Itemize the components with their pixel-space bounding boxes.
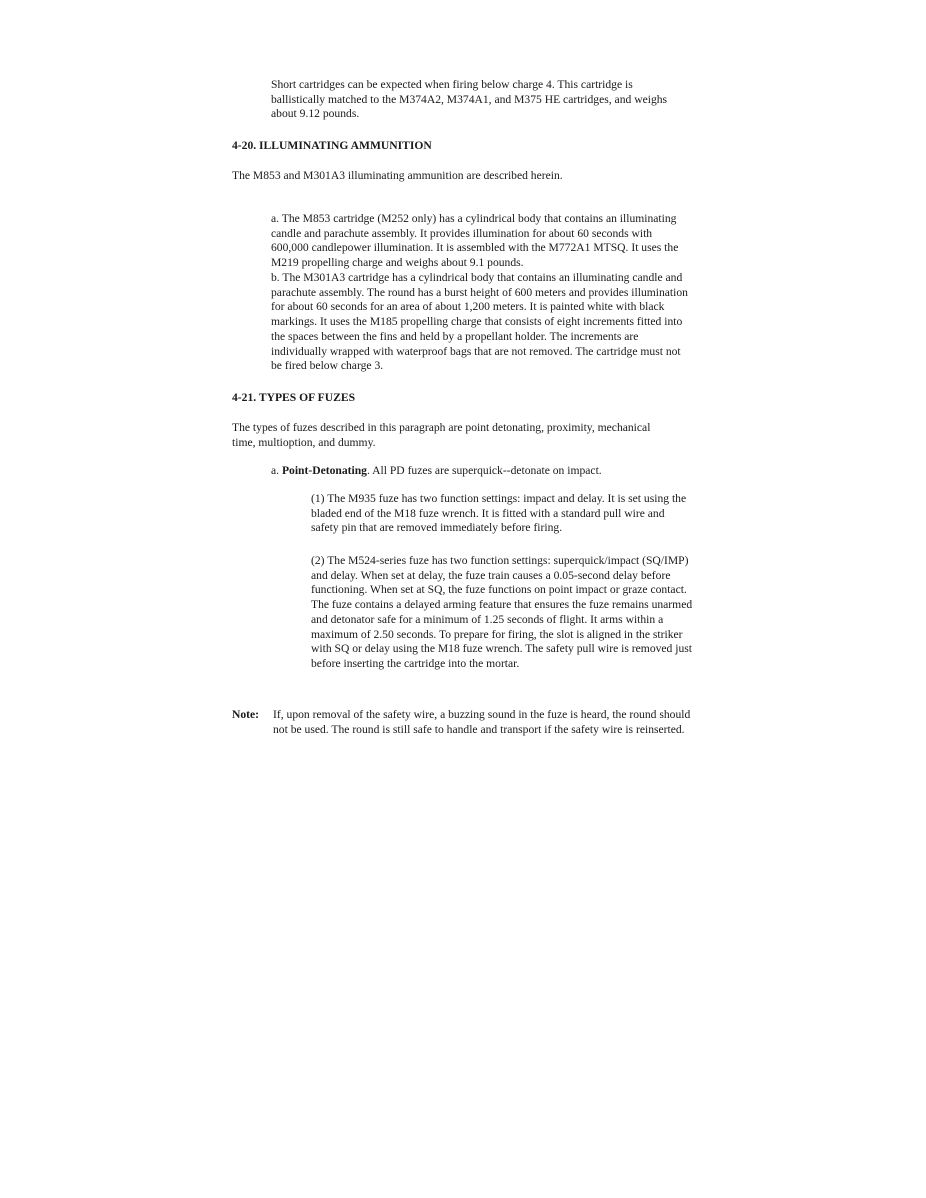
section-4-21-heading: 4-21. TYPES OF FUZES <box>232 391 356 404</box>
note-label: Note: <box>232 708 260 721</box>
section-4-21-para-a <box>271 464 691 479</box>
para-a-text: . All PD fuzes are superquick--detonate on impact. <box>366 464 602 477</box>
section-4-21-item-2: (2) The M524-series fuze has two function settings: superquick/impact (SQ/IMP) and delay. When set at delay, the fuze train causes a 0.05-second delay before functioning. When set at SQ, the fuze functions on point impact or graze contact. The fuze contains a delayed arming feature that ensures the fuze remains unarmed and detonator safe for a minimum of 1.25 seconds of flight. It arms within a maximum of 2.50 seconds. To prepare for firing, the slot is aligned in the striker with SQ or delay using the M18 fuze wrench. The safety pull wire is removed just before inserting the cartridge into the mortar. <box>311 554 693 670</box>
section-4-20-para-a: a. The M853 cartridge (M252 only) has a cylindrical body that contains an illuminating candle and parachute assembly. It provides illumination for about 60 seconds with 600,000 candlepower illumination. It is assembled with the M772A1 MTSQ. It uses the M219 propelling charge and weighs about 9.1 pounds. <box>271 212 679 270</box>
section-4-21-item-1: (1) The M935 fuze has two function settings: impact and delay. It is set using the bladed end of the M18 fuze wrench. It is fitted with a standard pull wire and safety pin that are removed immediately before firing. <box>311 492 687 535</box>
section-4-21-intro: The types of fuzes described in this paragraph are point detonating, proximity, mechanical time, multioption, and dummy. <box>232 421 651 449</box>
note-text: If, upon removal of the safety wire, a buzzing sound in the fuze is heard, the round should not be used. The round is still safe to handle and transport if the safety wire is reinserted. <box>273 708 691 736</box>
section-4-20-heading: 4-20. ILLUMINATING AMMUNITION <box>232 139 432 152</box>
safety-note <box>232 708 692 737</box>
para-a-lead-term: Point-Detonating <box>281 464 367 477</box>
section-4-20-intro: The M853 and M301A3 illuminating ammunition are described herein. <box>232 169 563 182</box>
para-a-prefix: a. <box>271 464 282 477</box>
intro-paragraph: Short cartridges can be expected when firing below charge 4. This cartridge is ballistically matched to the M374A2, M374A1, and M375 HE cartridges, and weighs about 9.12 pounds. <box>271 78 668 121</box>
section-4-20-para-b: b. The M301A3 cartridge has a cylindrical body that contains an illuminating candle and parachute assembly. The round has a burst height of 600 meters and provides illumination for about 60 seconds for an area of about 1,200 meters. It is painted white with black markings. It uses the M185 propelling charge that consists of eight increments fitted into the spaces between the fins and held by a propellant holder. The increments are individually wrapped with waterproof bags that are not removed. The cartridge must not be fired below charge 3. <box>271 271 688 373</box>
